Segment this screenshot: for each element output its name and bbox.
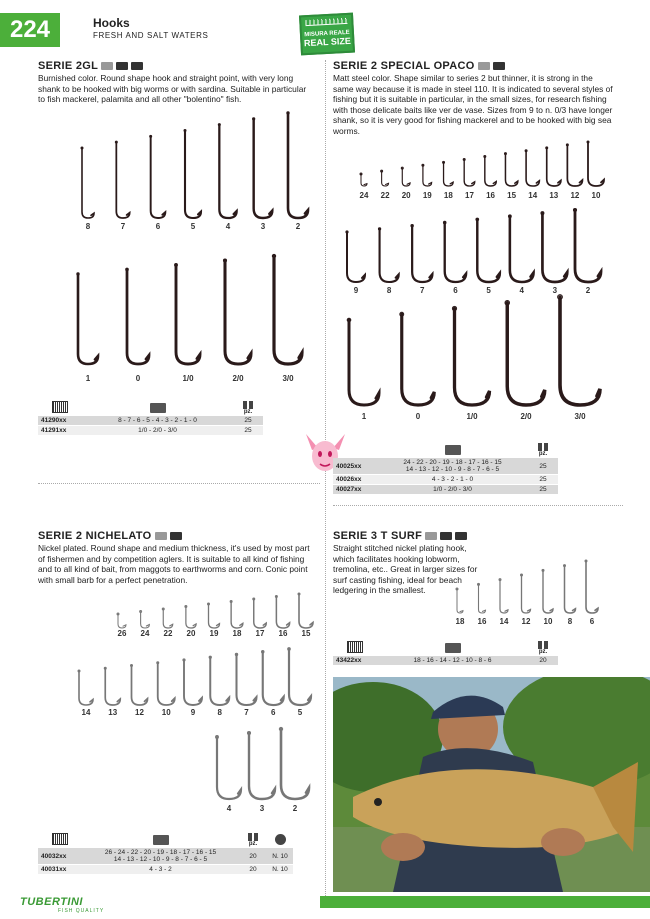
pieces-icon: pz. xyxy=(538,641,548,655)
hook-mark xyxy=(565,566,576,613)
barb-icon xyxy=(131,62,143,70)
table-row: 41291xx 1/0 - 2/0 - 3/0 25 xyxy=(38,426,263,436)
hook-mark xyxy=(116,142,129,218)
hook-mark xyxy=(507,303,545,405)
hook-mark xyxy=(132,666,148,706)
hook-size-label: 24 xyxy=(140,629,150,638)
serie-2gl-title: SERIE 2GL xyxy=(38,60,143,72)
hook-mark xyxy=(380,229,399,282)
hook-mark xyxy=(586,561,598,613)
page-number: 224 xyxy=(0,13,60,47)
hook-mark xyxy=(82,148,94,218)
hook-mark xyxy=(254,599,267,628)
page-subtitle: FRESH AND SALT WATERS xyxy=(93,31,209,40)
hook-mark xyxy=(464,159,475,186)
column-divider xyxy=(325,60,326,900)
hook-size-label: 19 xyxy=(209,629,219,638)
hook-size-label: 4 xyxy=(225,222,231,231)
hook-size-label: 9 xyxy=(353,286,359,295)
table-row: 40025xx 24 - 22 - 20 - 19 - 18 - 17 - 16 - 15 14 - 13 - 12 - 10 - 9 - 8 - 7 - 6 - 5 25 xyxy=(333,458,558,475)
angler-carp-photo xyxy=(333,677,650,892)
serie-2-special-opaco-code-table xyxy=(333,438,558,495)
hook-size-label: 4 xyxy=(226,804,232,813)
hook-mark xyxy=(402,168,410,186)
hook-mark xyxy=(445,223,466,282)
hook-size-label: 8 xyxy=(217,708,222,717)
hook-size-label: 19 xyxy=(422,191,432,200)
hook-mark xyxy=(382,171,389,186)
footer-bar xyxy=(320,896,650,908)
serie-3-t-surf-title: SERIE 3 T SURF xyxy=(333,530,467,542)
serie-2gl-hooks-row-1 xyxy=(60,110,320,220)
hook-mark xyxy=(184,660,202,705)
serie-2-special-opaco-hooks-row-3 xyxy=(340,295,620,405)
hook-mark xyxy=(560,297,600,405)
serie-3-t-surf-hooks xyxy=(450,560,620,615)
hook-mark xyxy=(276,597,289,629)
hook-size-label: 8 xyxy=(386,286,392,295)
hook-size-label: 4 xyxy=(519,286,524,295)
hook-mark xyxy=(485,157,496,186)
hook-size-label: 10 xyxy=(543,617,553,626)
hook-mark xyxy=(455,309,490,406)
hook-size-label: 5 xyxy=(486,286,491,295)
brand-logo: TUBERTINI xyxy=(20,896,83,908)
eye-icon xyxy=(440,532,452,540)
hook-mark xyxy=(263,652,284,705)
hook-size-label: 20 xyxy=(186,629,196,638)
finish-icon xyxy=(101,62,113,70)
barb-icon xyxy=(455,532,467,540)
hook-mark xyxy=(510,216,534,282)
hook-size-label: 3/0 xyxy=(282,374,294,383)
hook-size-label: 15 xyxy=(507,191,517,200)
finish-icon xyxy=(155,532,167,540)
hook-size-label: 8 xyxy=(85,222,91,231)
page-title: Hooks xyxy=(93,16,130,30)
hook-mark xyxy=(457,589,463,613)
hook-size-label: 17 xyxy=(255,629,265,638)
table-row: 43422xx 18 - 16 - 14 - 12 - 10 - 8 - 6 20 xyxy=(333,656,558,666)
real-size-badge xyxy=(299,13,355,56)
hook-size-label: 14 xyxy=(499,617,509,626)
table-row: 40027xx 1/0 - 2/0 - 3/0 25 xyxy=(333,485,558,495)
pieces-icon: pz. xyxy=(248,833,258,847)
hook-mark xyxy=(288,113,308,218)
footer xyxy=(0,896,650,919)
pack-icon xyxy=(275,834,286,845)
hook-size-label: 10 xyxy=(161,708,171,717)
hook-size-label: 3/0 xyxy=(574,412,586,421)
hook-size-label: 14 xyxy=(528,191,538,200)
hook-mark xyxy=(567,145,582,186)
hook-size-label: 5 xyxy=(190,222,196,231)
hook-mark xyxy=(237,655,257,706)
hook-size-label: 15 xyxy=(301,629,311,638)
hook-mark xyxy=(522,575,531,613)
hook-mark xyxy=(249,733,275,799)
hook-size-label: 3 xyxy=(260,222,266,231)
serie-2-nichelato-hooks-row-2 xyxy=(70,648,320,706)
box-icon xyxy=(445,643,461,653)
table-row: 40032xx 26 - 24 - 22 - 20 - 19 - 18 - 17 - 16 - 15 14 - 13 - 12 - 10 - 9 - 8 - 7 - 6 - 5 20 N. 10 xyxy=(38,848,293,865)
hook-mark xyxy=(219,125,236,218)
hook-size-label: 12 xyxy=(135,708,144,717)
hook-mark xyxy=(526,151,539,186)
ruler-icon xyxy=(305,18,347,26)
serie-2-nichelato-description: Nickel plated. Round shape and medium thickness, it's used by most part of fishermen and by competition aglers. It is suitable to all kind of fishing and to all kind of bait, from maggots to earthworms and corn. Conic point with small barb for a perfect penetration. xyxy=(38,543,310,585)
hook-size-label: 10 xyxy=(591,191,601,200)
hook-mark xyxy=(141,612,150,629)
hook-size-label: 6 xyxy=(271,708,276,717)
hook-size-label: 24 xyxy=(359,191,369,200)
section-divider xyxy=(333,505,623,506)
hook-size-label: 1/0 xyxy=(182,374,194,383)
hook-mark xyxy=(361,174,367,186)
serie-2gl-description: Burnished color. Round shape hook and straight point, with very long shank to be hooked with big worms or with sardina. Suitable in particular to fish mackerel, palamita and all other "bolentino" fish. xyxy=(38,73,307,105)
hook-mark xyxy=(210,657,229,705)
hook-mark xyxy=(349,320,379,405)
hook-size-label: 0 xyxy=(135,374,141,383)
hook-mark xyxy=(299,594,313,628)
hook-mark xyxy=(209,604,220,628)
serie-2-nichelato-hooks-row-3 xyxy=(205,728,320,800)
hook-mark xyxy=(542,213,567,282)
hook-size-label: 20 xyxy=(401,191,411,200)
barcode-icon xyxy=(347,641,363,653)
hook-mark xyxy=(158,663,175,705)
hook-mark xyxy=(402,314,435,405)
eye-icon xyxy=(116,62,128,70)
hook-mark xyxy=(79,671,93,705)
box-icon xyxy=(150,403,166,413)
hook-mark xyxy=(186,607,196,629)
hook-size-label: 14 xyxy=(81,708,91,717)
hook-size-label: 18 xyxy=(443,191,453,200)
hook-size-label: 0 xyxy=(415,412,421,421)
serie-2-nichelato-code-table xyxy=(38,828,293,875)
hook-mark xyxy=(423,165,432,186)
badge-line-1: MISURA REALE xyxy=(304,29,350,39)
hook-size-label: 7 xyxy=(120,222,126,231)
hook-size-label: 16 xyxy=(278,629,288,638)
hook-size-label: 12 xyxy=(570,191,580,200)
hook-size-label: 1 xyxy=(361,412,367,421)
hook-mark xyxy=(151,136,166,218)
hook-mark xyxy=(281,729,309,799)
hook-mark xyxy=(254,119,273,218)
hook-size-label: 3 xyxy=(552,286,558,295)
hook-size-label: 5 xyxy=(297,708,303,717)
table-row: 40026xx 4 - 3 - 2 - 1 - 0 25 xyxy=(333,475,558,485)
barcode-icon xyxy=(52,833,68,845)
hook-size-label: 26 xyxy=(117,629,127,638)
hook-mark xyxy=(274,256,302,364)
hook-size-label: 1/0 xyxy=(466,412,478,421)
badge-line-2: REAL SIZE xyxy=(303,35,352,49)
hook-size-label: 7 xyxy=(420,286,425,295)
serie-2-special-opaco-hooks-row-1 xyxy=(350,138,620,188)
serie-2-special-opaco-description: Matt steel color. Shape similar to series 2 but thinner, it is strong in the same way because it is made in steel 110. It is indicated to several styles of fishing but it is suitable in particular, in the small sizes, for research fishing with those delicate baits like ver de vase. Sizes from 9 to n. 0/3 have longer shank, so it is very good for fishing mackerel and to be hooked with big sea worms. xyxy=(333,73,613,136)
hook-mark xyxy=(78,274,98,364)
pieces-icon: pz. xyxy=(243,401,253,415)
hook-mark xyxy=(575,210,601,282)
hook-mark xyxy=(412,226,432,282)
hook-mark xyxy=(163,609,173,628)
hook-size-label: 3 xyxy=(259,804,265,813)
hook-mark xyxy=(500,580,508,613)
hook-mark xyxy=(547,148,561,186)
box-icon xyxy=(153,835,169,845)
hook-size-label: 13 xyxy=(549,191,559,200)
hook-size-label: 16 xyxy=(477,617,487,626)
hook-size-label: 2 xyxy=(295,222,301,231)
hook-mark xyxy=(588,142,604,186)
hook-size-label: 12 xyxy=(521,617,531,626)
hook-mark xyxy=(479,584,486,613)
hook-size-label: 2 xyxy=(585,286,591,295)
hook-size-label: 6 xyxy=(453,286,458,295)
hook-mark xyxy=(231,602,243,629)
hook-size-label: 22 xyxy=(163,629,173,638)
hook-size-label: 18 xyxy=(232,629,242,638)
serie-2-nichelato-hooks-row-1 xyxy=(110,590,320,630)
eye-icon xyxy=(170,532,182,540)
section-divider xyxy=(38,483,320,484)
eye-icon xyxy=(493,62,505,70)
serie-2-nichelato-title: SERIE 2 NICHELATO xyxy=(38,530,182,542)
hook-size-label: 17 xyxy=(465,191,474,200)
serie-3-t-surf-code-table xyxy=(333,636,558,666)
hook-mark xyxy=(543,570,553,613)
hook-size-label: 2 xyxy=(292,804,298,813)
hook-size-label: 13 xyxy=(108,708,118,717)
box-icon xyxy=(445,445,461,455)
serie-2-special-opaco-title: SERIE 2 SPECIAL OPACO xyxy=(333,60,505,72)
hook-size-label: 7 xyxy=(244,708,249,717)
finish-icon xyxy=(478,62,490,70)
hook-size-label: 2/0 xyxy=(232,374,244,383)
hook-mark xyxy=(127,270,149,365)
hook-mark xyxy=(347,232,365,282)
hook-size-label: 2/0 xyxy=(520,412,532,421)
table-row: 40031xx 4 - 3 - 2 20 N. 10 xyxy=(38,865,293,875)
hook-size-label: 1 xyxy=(85,374,91,383)
hook-mark xyxy=(477,219,500,282)
hook-mark xyxy=(185,131,201,219)
hook-mark xyxy=(225,261,251,365)
table-row: 41290xx 8 - 7 - 6 - 5 - 4 - 3 - 2 - 1 - 0 25 xyxy=(38,416,263,426)
hook-mark xyxy=(176,265,200,364)
hook-mark xyxy=(505,154,517,186)
hook-size-label: 16 xyxy=(486,191,495,200)
hook-mark xyxy=(289,649,311,705)
hook-size-label: 6 xyxy=(155,222,161,231)
hook-size-label: 22 xyxy=(380,191,390,200)
serie-2-special-opaco-hooks-row-2 xyxy=(340,208,620,283)
hook-size-label: 6 xyxy=(589,617,595,626)
brand-tagline: FISH QUALITY xyxy=(58,908,105,914)
hook-size-label: 9 xyxy=(190,708,196,717)
hook-mark xyxy=(444,162,454,186)
hook-size-label: 8 xyxy=(567,617,573,626)
hook-mark xyxy=(118,614,126,628)
hook-size-label: 18 xyxy=(455,617,465,626)
pieces-icon: pz. xyxy=(538,443,548,457)
hook-mark xyxy=(105,668,120,705)
finish-icon xyxy=(425,532,437,540)
barcode-icon xyxy=(52,401,68,413)
serie-2gl-hooks-row-2 xyxy=(60,256,320,366)
hook-mark xyxy=(217,737,241,799)
serie-2gl-code-table xyxy=(38,396,263,436)
serie-3-t-surf-description: Straight stitched nickel plating hook, which facilitates hooking lobworm, tremolina, etc.. Great in larger sizes for surf casting fishing, ideal for beach ledgering in the smallest. xyxy=(333,543,478,596)
